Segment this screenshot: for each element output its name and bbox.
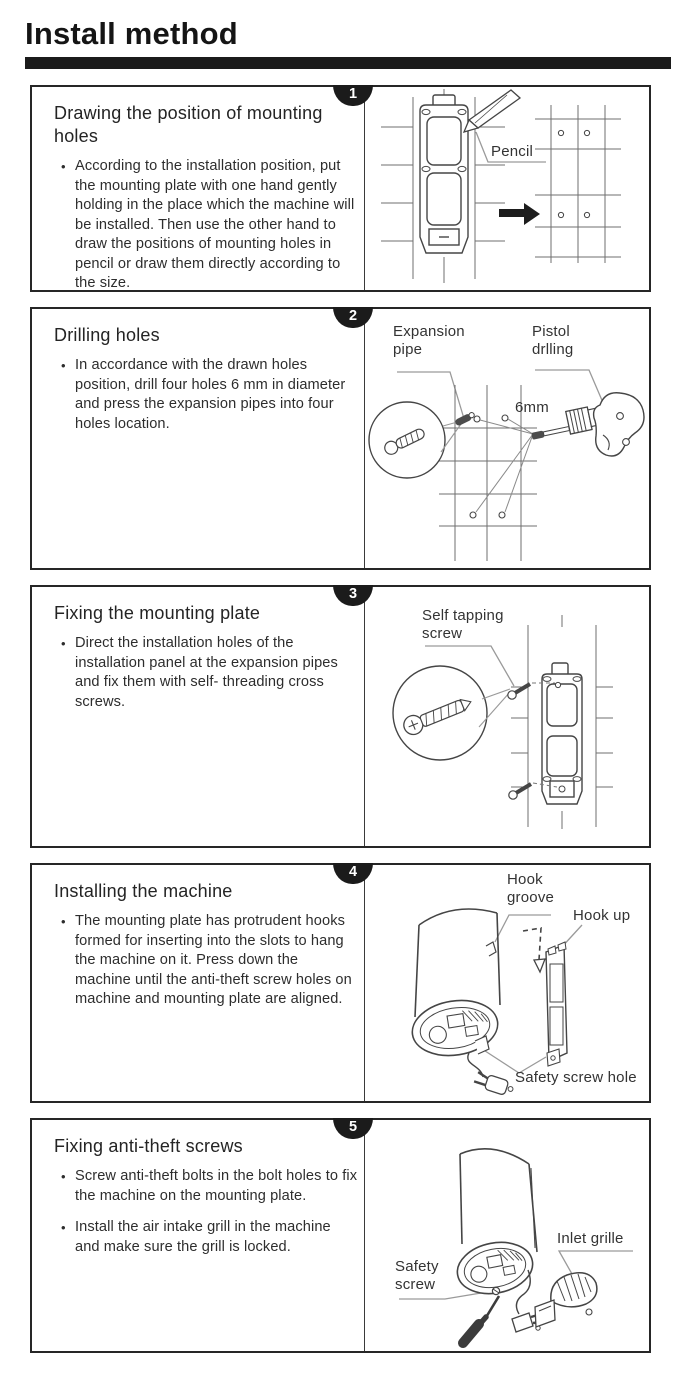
label-safety-screw-hole: Safety screw hole — [515, 1069, 637, 1086]
label-expansion-pipe: Expansion pipe — [393, 323, 465, 358]
step-5-text — [32, 1120, 365, 1351]
step-4-bullet-1: • The mounting plate has protrudent hooks formed for inserting into the slots to hang the machine on it. Press down the machine until the anti-theft screw holes on machine and mounting plate are aligned. — [61, 913, 352, 1008]
step-2-heading: Drilling holes — [54, 325, 160, 345]
label-hook-groove: Hook groove — [507, 871, 555, 906]
title-rule — [25, 57, 671, 69]
label-inlet-grille: Inlet grille — [557, 1230, 624, 1247]
step-4-number-badge: 4 — [333, 863, 373, 884]
wall-marking-drawing-icon — [365, 87, 649, 290]
step-box-1 — [30, 85, 651, 292]
step-1-illustration — [365, 87, 649, 290]
step-3-number-badge: 3 — [333, 585, 373, 606]
step-3-text — [32, 587, 365, 846]
step-list — [30, 85, 651, 1353]
step-1-bullet-1: • According to the installation position, put the mounting plate with one hand gently holding in the place which the machine will be installed. Then use the other hand to draw the positions of mounting holes in pencil or draw them directly according to the size. — [61, 158, 355, 292]
label-hook-up: Hook up — [573, 907, 631, 924]
step-box-5 — [30, 1118, 651, 1353]
step-1-text — [32, 87, 365, 290]
step-1-number-badge: 1 — [333, 85, 373, 106]
step-3-bullet-1: • Direct the installation holes of the installation panel at the expansion pipes and fix them with self- threading cross screws. — [61, 635, 338, 710]
step-4-text — [32, 865, 365, 1101]
label-self-tapping-screw: Self tapping screw — [422, 607, 504, 642]
step-5-bullet-2: • Install the air intake grill in the machine and make sure the grill is locked. — [61, 1219, 331, 1255]
page-title: Install method — [25, 16, 238, 51]
label-safety-screw: Safety screw — [395, 1258, 439, 1293]
step-box-4 — [30, 863, 651, 1103]
step-box-3 — [30, 585, 651, 848]
label-pistol-drilling: Pistol drlling — [532, 323, 574, 358]
step-1-heading: Drawing the position of mounting holes — [54, 103, 323, 147]
step-5-heading: Fixing anti-theft screws — [54, 1136, 243, 1156]
step-3-heading: Fixing the mounting plate — [54, 603, 261, 623]
step-2-bullet-1: • In accordance with the drawn holes position, drill four holes 6 mm in diameter and press the expansion pipes into four holes location. — [61, 357, 346, 432]
step-2-illustration — [365, 309, 649, 568]
step-3-illustration — [365, 587, 649, 846]
step-5-bullet-1: • Screw anti-theft bolts in the bolt holes to fix the machine on the mounting plate. — [61, 1168, 358, 1204]
label-pencil: Pencil — [491, 143, 534, 160]
step-2-number-badge: 2 — [333, 307, 373, 328]
step-4-heading: Installing the machine — [54, 881, 233, 901]
step-5-number-badge: 5 — [333, 1118, 373, 1139]
step-5-illustration — [365, 1120, 649, 1351]
step-2-text — [32, 309, 365, 568]
step-box-2 — [30, 307, 651, 570]
label-6mm: 6mm — [515, 399, 549, 416]
step-4-illustration — [365, 865, 649, 1101]
